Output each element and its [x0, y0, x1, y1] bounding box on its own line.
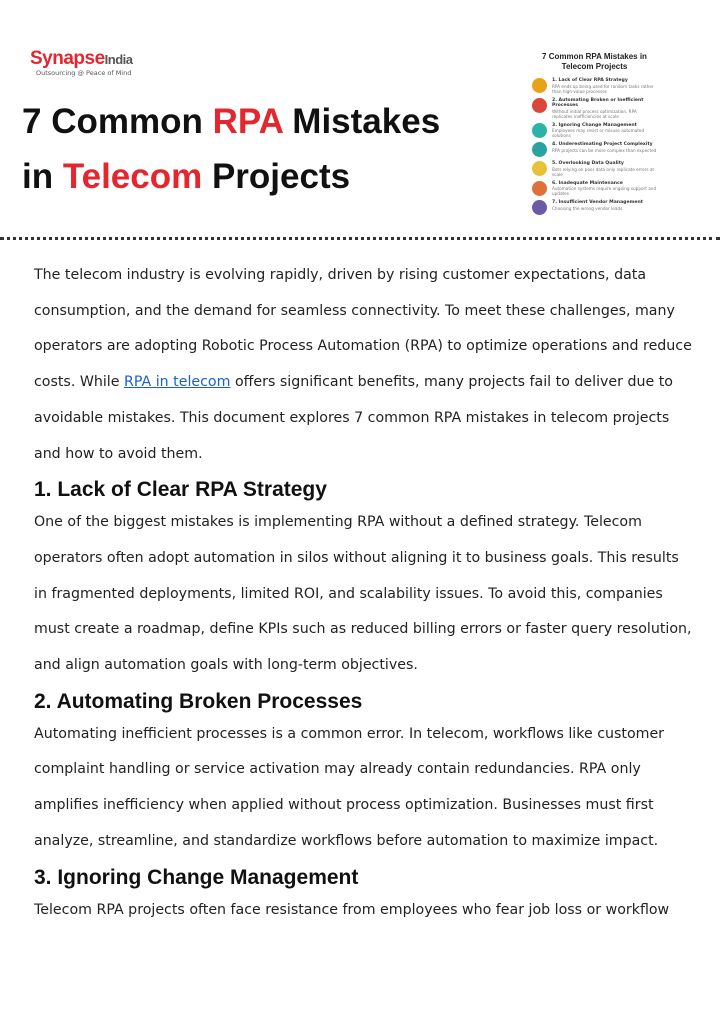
infographic-item — [532, 98, 657, 119]
title-highlight: RPA — [212, 102, 283, 141]
intro-text: offers significant benefits, many projects fail to deliver due to avoidable mistakes. This document explores 7 common RPA mistakes in telecom projects and how to avoid them. — [34, 374, 673, 462]
infographic-item-icon — [532, 142, 547, 157]
infographic-item-icon — [532, 161, 547, 176]
intro-paragraph — [34, 258, 694, 472]
infographic-item-desc: Bots relying on poor data only replicate errors at scale — [552, 166, 655, 177]
infographic-item-icon — [532, 123, 547, 138]
infographic-item-icon — [532, 181, 547, 196]
intro-text: The telecom industry is evolving rapidly, driven by rising customer expectations, data consumption, and the demand for seamless connectivity. To meet these challenges, many operators are adopting Robotic Process Automation (RPA) to optimize operations and reduce costs. While — [34, 267, 692, 391]
infographic-item-title: 6. Inadequate Maintenance — [552, 180, 623, 186]
title-text: Projects — [202, 157, 351, 196]
infographic-item-desc: Without initial process optimization, RPA replicates inefficiencies at scale — [552, 108, 637, 119]
infographic-item-icon — [532, 200, 547, 215]
infographic-item-icon — [532, 98, 547, 113]
infographic-item — [532, 181, 657, 197]
logo-brand-sub: India — [104, 52, 133, 67]
logo-brand: Synapse — [30, 48, 105, 69]
infographic-item-title: 5. Overlooking Data Quality — [552, 161, 624, 166]
infographic-item-title: 7. Insufficient Vendor Management — [552, 200, 643, 205]
logo-tagline: Outsourcing @ Peace of Mind — [36, 69, 132, 77]
infographic-item-desc: Automation systems require ongoing support and updates — [552, 186, 657, 196]
infographic-item — [532, 161, 657, 177]
infographic-item-desc: RPA ends up being used for random tasks rather than high-value processes — [552, 83, 654, 94]
section-paragraph: Telecom RPA projects often face resistance from employees who fear job loss or workflow — [34, 901, 670, 918]
page-title — [22, 94, 440, 204]
infographic-item-title: 2. Automating Broken or Inefficient Processes — [552, 97, 644, 108]
infographic-title: 7 Common RPA Mistakes in Telecom Projects — [542, 52, 647, 71]
infographic-item-desc: RPA projects can be more complex than expected — [552, 147, 657, 153]
section-heading: 1. Lack of Clear RPA Strategy — [34, 478, 327, 502]
section-paragraph: Automating inefficient processes is a common error. In telecom, workflows like customer complaint handling or service activation may already contain redundancies. RPA only amplifies inefficiency when applied without process optimization. Businesses must first analyze, streamline, and standardize workflows before automation to maximize impact. — [34, 725, 665, 849]
infographic-item-title: 4. Underestimating Project Complexity — [552, 142, 653, 147]
title-text: 7 Common — [22, 102, 213, 141]
infographic-item-desc: Employees may resist or misuse automated solutions — [552, 128, 645, 138]
section-paragraph: One of the biggest mistakes is implementing RPA without a defined strategy. Telecom operators often adopt automation in silos without aligning it to business goals. This results in fragmented deployments, limited ROI, and scalability issues. To avoid this, companies must create a roadmap, define KPIs such as reduced billing errors or faster query resolution, and align automation goals with long-term objectives. — [34, 514, 692, 674]
section-heading: 3. Ignoring Change Management — [34, 865, 359, 889]
section-heading: 2. Automating Broken Processes — [34, 689, 363, 713]
infographic-item — [532, 78, 657, 94]
infographic-thumbnail — [532, 52, 657, 230]
title-text: Mistakes — [282, 102, 441, 141]
infographic-item-desc: Choosing the wrong vendor leads — [552, 205, 623, 211]
document-body — [34, 258, 694, 928]
infographic-item-title: 3. Ignoring Change Management — [552, 122, 637, 128]
infographic-item — [532, 123, 657, 139]
infographic-item-icon — [532, 78, 547, 93]
infographic-item — [532, 142, 657, 157]
dotted-divider — [0, 237, 720, 240]
synapseindia-logo — [30, 48, 133, 77]
title-text: in — [22, 157, 63, 196]
infographic-item-title: 1. Lack of Clear RPA Strategy — [552, 78, 628, 83]
infographic-item — [532, 200, 657, 215]
title-highlight: Telecom — [62, 157, 203, 196]
rpa-in-telecom-link[interactable]: RPA in telecom — [124, 374, 231, 391]
